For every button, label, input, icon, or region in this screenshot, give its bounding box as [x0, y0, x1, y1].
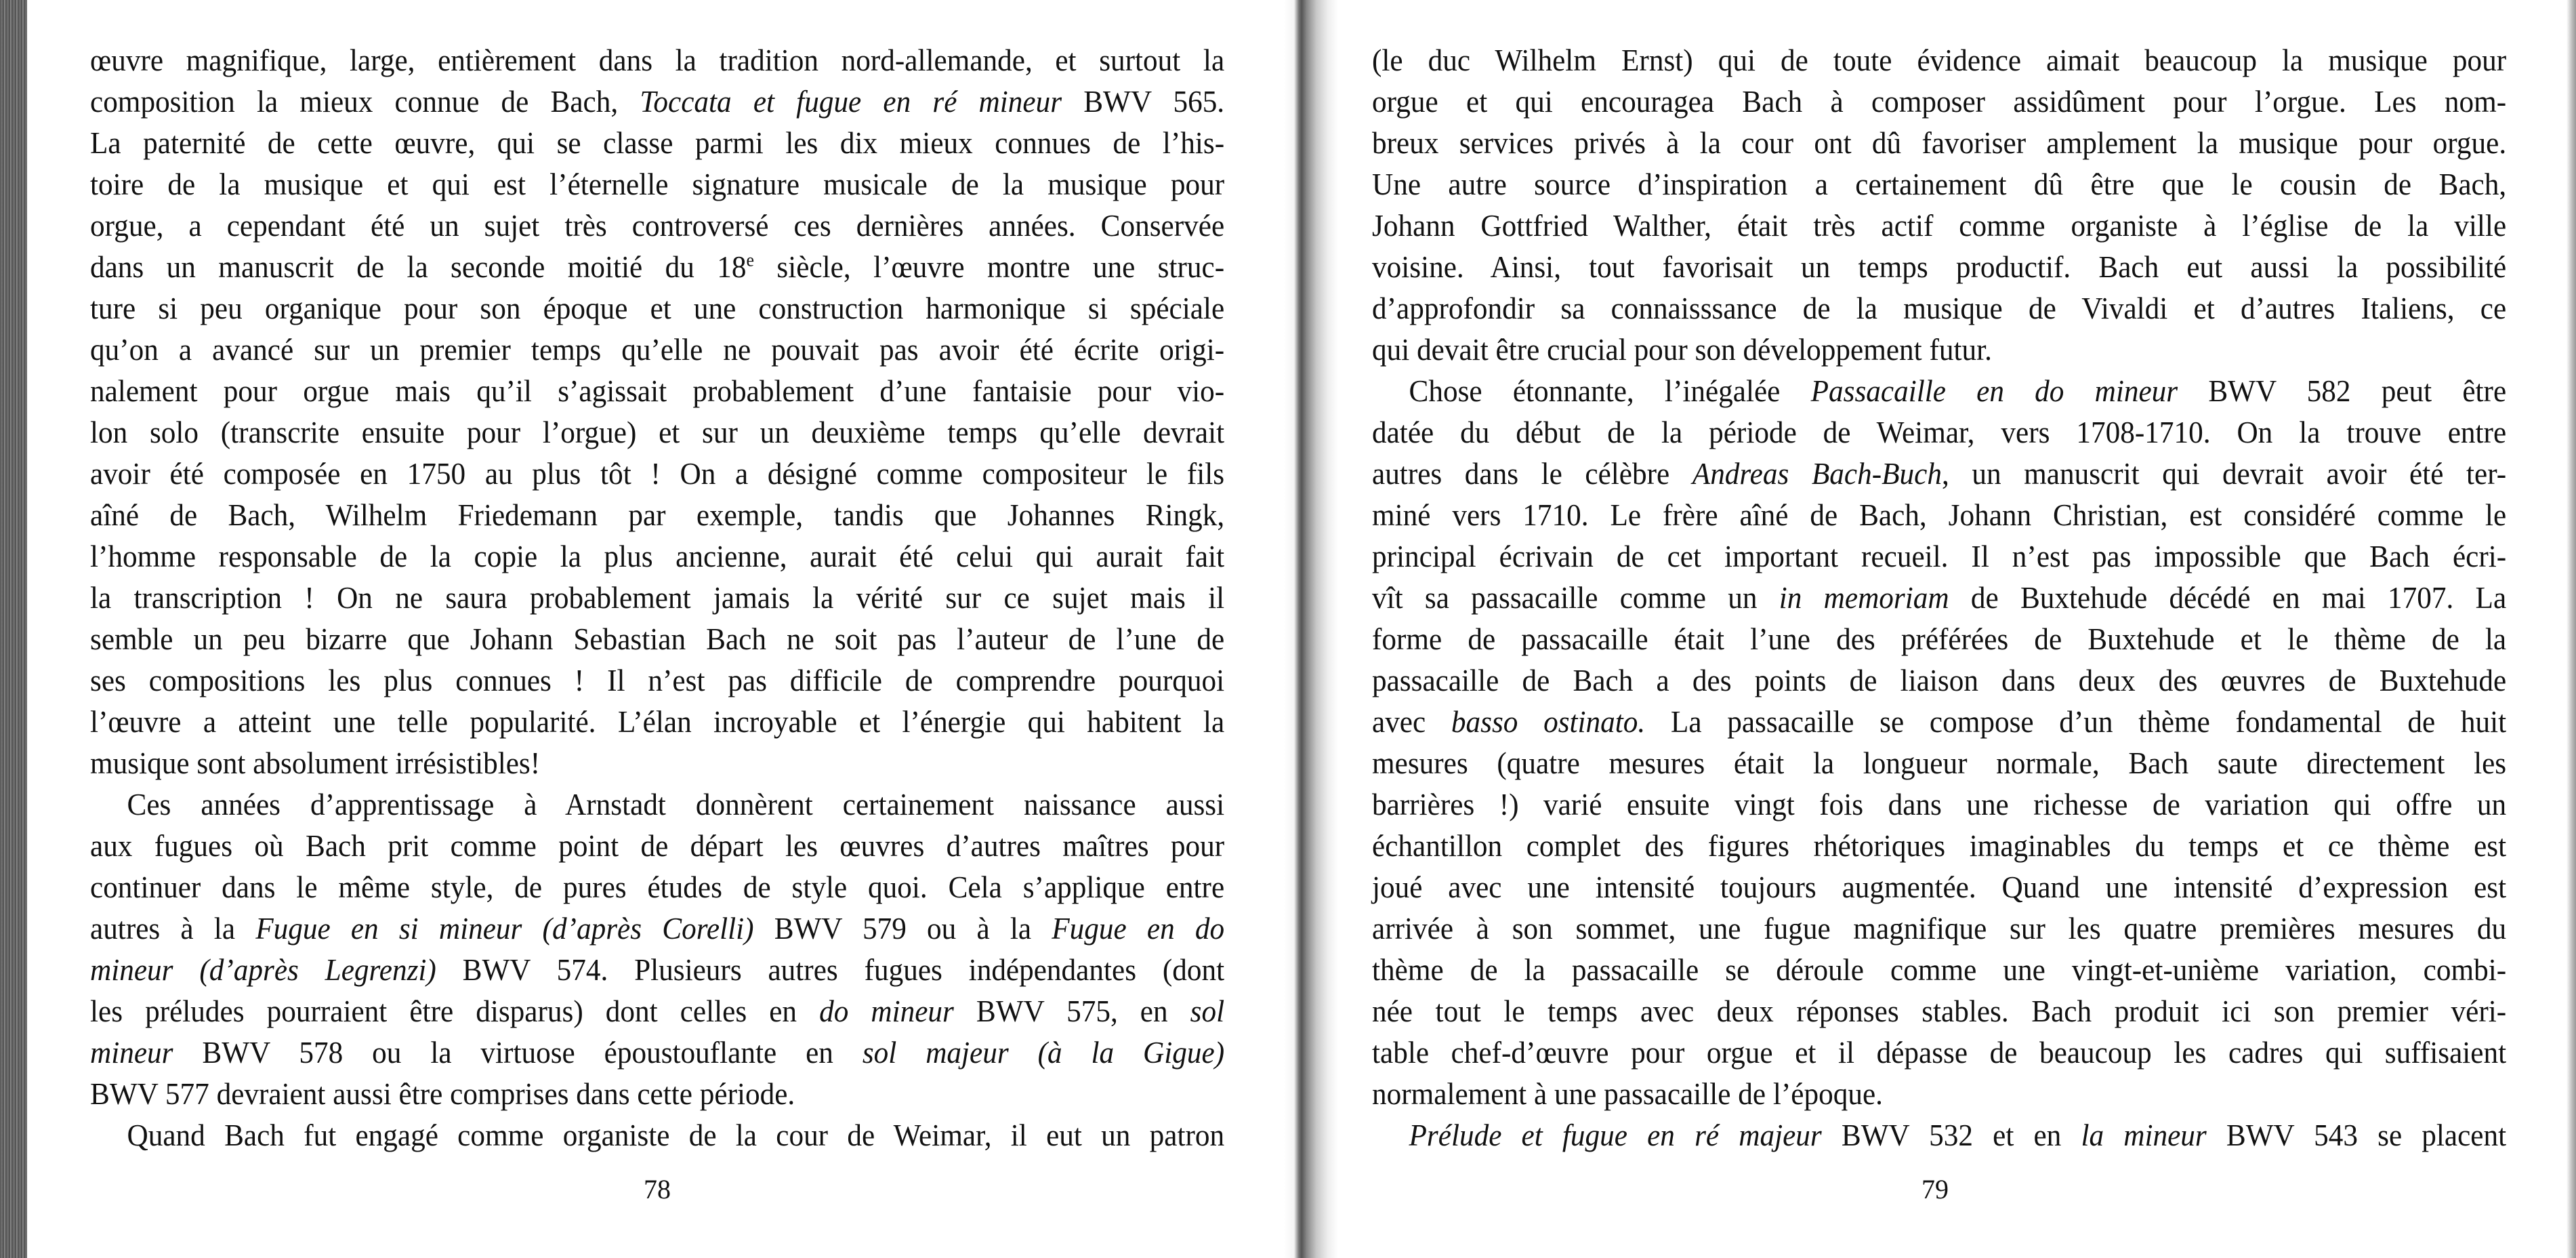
text-run: (le duc Wilhelm Ernst) qui de toute évidence aimait beaucoup la musique pour	[1372, 43, 2507, 77]
text-run: œuvre magnifique, large, entièrement dans la tradition nord-allemande, et surtout la	[90, 43, 1225, 77]
text-line	[90, 370, 1224, 411]
italic-run: Prélude et fugue en ré majeur	[1409, 1118, 1822, 1152]
text-run: passacaille de Bach a des points de liaison dans deux des œuvres de Buxtehude	[1372, 663, 2507, 697]
text-line	[1372, 246, 2506, 287]
text-run: avec	[1372, 704, 1451, 739]
italic-run: sol	[1190, 994, 1225, 1028]
italic-run: Andreas Bach-Buch	[1692, 456, 1942, 491]
text-run: de Buxtehude décédé en mai 1707. La	[1949, 580, 2507, 615]
text-run: BWV 532 et en	[1821, 1118, 2081, 1152]
italic-run: Toccata et fugue en ré mineur	[640, 84, 1062, 119]
text-run: orgue et qui encouragea Bach à composer assidûment pour l’orgue. Les nom-	[1372, 84, 2507, 119]
text-line	[1372, 370, 2506, 411]
text-line	[90, 784, 1224, 825]
right-page-text	[1372, 39, 2576, 1156]
text-run: ses compositions les plus connues ! Il n’est pas difficile de comprendre pourquoi	[90, 663, 1225, 697]
book-edge	[0, 0, 27, 1258]
text-run: BWV 543 se placent	[2206, 1118, 2507, 1152]
text-run: Johann Gottfried Walther, était très actif comme organiste à l’église de la ville	[1372, 208, 2507, 243]
text-run: table chef-d’œuvre pour orgue et il dépasse de beaucoup les cadres qui suffisaient	[1372, 1035, 2507, 1070]
text-line	[90, 660, 1224, 701]
text-run: BWV 575, en	[953, 994, 1190, 1028]
italic-run: Fugue en si mineur (d’après Corelli)	[255, 911, 754, 946]
text-line	[90, 618, 1224, 660]
text-line	[90, 494, 1224, 535]
text-run: l’œuvre a atteint une telle popularité. L’élan incroyable et l’énergie qui habitent la	[90, 704, 1225, 739]
text-line	[90, 1073, 1224, 1114]
text-line	[90, 949, 1224, 990]
text-run: échantillon complet des figures rhétoriques imaginables du temps et ce thème est	[1372, 828, 2507, 863]
text-run: BWV 579 ou à la	[753, 911, 1052, 946]
superscript: e	[746, 249, 755, 270]
text-line	[1372, 577, 2506, 618]
text-line	[1372, 660, 2506, 701]
text-run: née tout le temps avec deux réponses stables. Bach produit ici son premier véri-	[1372, 994, 2507, 1028]
text-run: orgue, a cependant été un sujet très controversé ces dernières années. Conservée	[90, 208, 1225, 243]
italic-run: basso ostinato.	[1451, 704, 1646, 739]
text-run: musique sont absolument irrésistibles!	[90, 746, 541, 780]
text-run: Ces années d’apprentissage à Arnstadt donnèrent certainement naissance aussi	[127, 787, 1225, 821]
italic-run: mineur	[90, 1035, 173, 1070]
text-line	[1372, 990, 2506, 1032]
text-run: les préludes pourraient être disparus) dont celles en	[90, 994, 820, 1028]
text-run: miné vers 1710. Le frère aîné de Bach, Johann Christian, est considéré comme le	[1372, 498, 2507, 532]
text-run: siècle, l’œuvre montre une struc-	[754, 249, 1225, 284]
text-run: autres à la	[90, 911, 256, 946]
text-run: vît sa passacaille comme un	[1372, 580, 1779, 615]
text-line	[90, 453, 1224, 494]
text-line	[1372, 39, 2506, 81]
text-run: continuer dans le même style, de pures études de style quoi. Cela s’applique entre	[90, 870, 1225, 904]
text-line	[90, 163, 1224, 205]
page-number-right: 79	[1921, 1174, 1949, 1204]
text-run: Une autre source d’inspiration a certainement dû être que le cousin de Bach,	[1372, 167, 2507, 201]
text-run: aux fugues où Bach prit comme point de départ les œuvres d’autres maîtres pour	[90, 828, 1225, 863]
text-line	[90, 411, 1224, 453]
text-run: ture si peu organique pour son époque et une construction harmonique si spéciale	[90, 291, 1225, 325]
text-run: d’approfondir sa connaisssance de la musique de Vivaldi et d’autres Italiens, ce	[1372, 291, 2507, 325]
text-run: thème de la passacaille se déroule comme une vingt-et-unième variation, combi-	[1372, 952, 2507, 987]
text-run: qui devait être crucial pour son développement futur.	[1372, 332, 1992, 367]
left-page-text	[90, 39, 1297, 1156]
text-line	[1372, 701, 2506, 742]
text-line	[1372, 866, 2506, 908]
text-run: BWV 582 peut être	[2178, 373, 2507, 408]
text-run: autres dans le célèbre	[1372, 456, 1692, 491]
text-line	[90, 577, 1224, 618]
text-line	[1372, 494, 2506, 535]
text-run: Quand Bach fut engagé comme organiste de la cour de Weimar, il eut un patron	[127, 1118, 1225, 1152]
italic-run: la mineur	[2081, 1118, 2207, 1152]
text-run: La paternité de cette œuvre, qui se classe parmi les dix mieux connues de l’his-	[90, 125, 1225, 160]
text-line	[1372, 1114, 2506, 1156]
text-line	[90, 1032, 1224, 1073]
text-run: , un manuscrit qui devrait avoir été ter-	[1941, 456, 2507, 491]
text-line	[1372, 329, 2506, 370]
text-line	[1372, 742, 2506, 784]
text-line	[90, 81, 1224, 122]
text-run: normalement à une passacaille de l’époque.	[1372, 1076, 1883, 1111]
page-number-left: 78	[644, 1174, 671, 1204]
italic-run: do mineur	[819, 994, 954, 1028]
text-line	[90, 122, 1224, 163]
text-line	[1372, 618, 2506, 660]
text-run: BWV 577 devraient aussi être comprises dans cette période.	[90, 1076, 795, 1111]
text-run: lon solo (transcrite ensuite pour l’orgue) et sur un deuxième temps qu’elle devrait	[90, 415, 1225, 449]
text-run: composition la mieux connue de Bach,	[90, 84, 640, 119]
text-line	[1372, 1032, 2506, 1073]
text-line	[90, 287, 1224, 329]
text-line	[1372, 287, 2506, 329]
text-line	[1372, 411, 2506, 453]
text-line	[90, 990, 1224, 1032]
text-line	[1372, 535, 2506, 577]
text-run: la transcription ! On ne saura probablement jamais la vérité sur ce sujet mais il	[90, 580, 1225, 615]
italic-run: Passacaille en do mineur	[1810, 373, 2178, 408]
text-run: l’homme responsable de la copie la plus ancienne, aurait été celui qui aurait fait	[90, 539, 1225, 573]
text-line	[1372, 163, 2506, 205]
text-line	[90, 866, 1224, 908]
text-line	[90, 329, 1224, 370]
text-run: toire de la musique et qui est l’éternelle signature musicale de la musique pour	[90, 167, 1225, 201]
text-run: barrières !) varié ensuite vingt fois dans une richesse de variation qui offre un	[1372, 787, 2507, 821]
text-line	[1372, 784, 2506, 825]
text-run: La passacaille se compose d’un thème fondamental de huit	[1645, 704, 2507, 739]
text-run: avoir été composée en 1750 au plus tôt ! On a désigné comme compositeur le fils	[90, 456, 1225, 491]
text-run: aîné de Bach, Wilhelm Friedemann par exemple, tandis que Johannes Ringk,	[90, 498, 1225, 532]
text-run: BWV 574. Plusieurs autres fugues indépendantes (dont	[436, 952, 1225, 987]
text-line	[90, 535, 1224, 577]
text-run: Chose étonnante, l’inégalée	[1409, 373, 1811, 408]
text-run: nalement pour orgue mais qu’il s’agissait probablement d’une fantaisie pour vio-	[90, 373, 1225, 408]
text-line	[1372, 908, 2506, 949]
text-run: principal écrivain de cet important recueil. Il n’est pas impossible que Bach écri-	[1372, 539, 2507, 573]
text-line	[1372, 1073, 2506, 1114]
text-line	[1372, 81, 2506, 122]
text-line	[90, 1114, 1224, 1156]
text-run: BWV 565.	[1062, 84, 1225, 119]
italic-run: Fugue en do	[1052, 911, 1225, 946]
text-run: voisine. Ainsi, tout favorisait un temps productif. Bach eut aussi la possibilité	[1372, 249, 2507, 284]
text-line	[90, 39, 1224, 81]
italic-run: sol majeur (à la Gigue)	[862, 1035, 1225, 1070]
text-run: arrivée à son sommet, une fugue magnifique sur les quatre premières mesures du	[1372, 911, 2507, 946]
text-run: datée du début de la période de Weimar, vers 1708-1710. On la trouve entre	[1372, 415, 2507, 449]
text-line	[1372, 205, 2506, 246]
text-line	[90, 205, 1224, 246]
text-line	[90, 246, 1224, 287]
italic-run: mineur (d’après Legrenzi)	[90, 952, 436, 987]
text-line	[1372, 825, 2506, 866]
text-run: dans un manuscrit de la seconde moitié du 18	[90, 249, 747, 284]
text-run: semble un peu bizarre que Johann Sebastian Bach ne soit pas l’auteur de l’une de	[90, 622, 1225, 656]
italic-run: in memoriam	[1779, 580, 1949, 615]
text-line	[1372, 949, 2506, 990]
text-line	[90, 908, 1224, 949]
text-line	[90, 825, 1224, 866]
text-run: BWV 578 ou la virtuose époustouflante en	[173, 1035, 863, 1070]
text-run: qu’on a avancé sur un premier temps qu’elle ne pouvait pas avoir été écrite origi-	[90, 332, 1225, 367]
text-run: breux services privés à la cour ont dû favoriser amplement la musique pour orgue.	[1372, 125, 2507, 160]
text-line	[90, 701, 1224, 742]
text-run: forme de passacaille était l’une des préférées de Buxtehude et le thème de la	[1372, 622, 2507, 656]
text-run: joué avec une intensité toujours augmentée. Quand une intensité d’expression est	[1372, 870, 2507, 904]
text-line	[90, 742, 1224, 784]
text-line	[1372, 122, 2506, 163]
text-run: mesures (quatre mesures était la longueur normale, Bach saute directement les	[1372, 746, 2507, 780]
text-line	[1372, 453, 2506, 494]
